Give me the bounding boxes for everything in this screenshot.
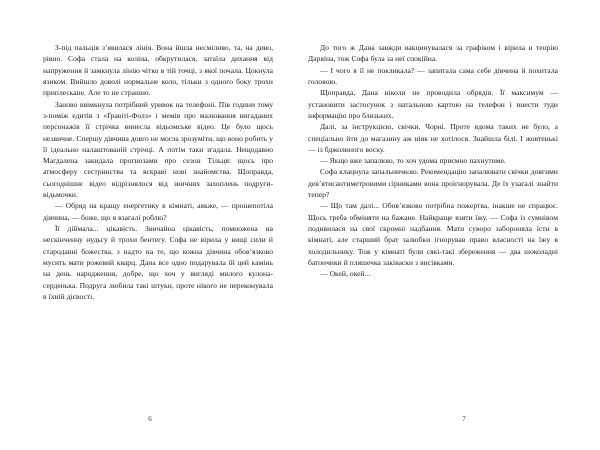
paragraph: Софа клацнула запальничкою. Рекомендацію запалювати свічки довгими дев’ятисантиметровими сірниками вона проігнорувала. Де їх узагалі знайти тепер? <box>308 167 558 200</box>
paragraph-dialogue: — Обряд на кращу енергетику в кімнаті, аякже, — прошепотіла дівчина, — боже, що я взагалі роблю? <box>43 201 273 222</box>
paragraph-dialogue: — Якщо вже запалюю, то хоч удома приємно пахнутиме. <box>320 156 506 166</box>
paragraph: До того ж Дана завжди вакцинувалася за графіком і вірила в теорію Дарвіна, тож Софа була за неї спокійна. <box>308 43 558 64</box>
paragraph-dialogue: — І чого я її не покликала? — запитала сама себе дівчина й похитала головою. <box>308 65 558 86</box>
right-page-textblock <box>308 42 558 280</box>
paragraph: Далі, за інструкцією, свічки. Чорні. Проте вдома таких не було, а спеціально йти до магазину аж ніяк не хотілося. Знайшла білі. І жовтенькі — із бджолиного воску. <box>308 122 558 154</box>
paragraph: З-під пальців з’явилася лінія. Вона йшла несміливо, та, на диво, рівно. Софа стала на коліна, обкрутилася, затаїла дихання від напруження й замкнула лінію чітко в тій точці, з якої почала. Цокнула язиком. Вийшло доволі нормальне коло, тільки з одного боку трохи приплескане. Але то не страшно. <box>43 43 273 98</box>
left-page-textblock <box>43 42 273 302</box>
paragraph-dialogue: — Що там далі... Обов’язково потрібна пожертва, інакше не спрацює. Щось треба обміняти на бажане. Найкраще взяти їжу. — Софа із сумнівом подивилася на свої скромні надбання. Мати суворо забороняла їсти в кімнаті, але старший брат залюбки ігнорував право власності на їжу в холодильнику. Тож у кімнаті були сякі-такі збереження — два шоколадні батончики й пляшечка заківаски з висівками. <box>308 201 558 267</box>
paragraph: Щоправда, Дана ніколи не проводила обрядів. Її максимум — установити застосунок з натальною картою на телефон і внести туди інформацію про близьких. <box>308 88 558 120</box>
page-number-right: 7 <box>462 415 466 423</box>
page-number-left: 6 <box>148 415 152 423</box>
paragraph: Заново ввімкнула потрібний уривок на телефоні. Пів години тому з-поміж едитів з «Ґравіті-Фолз» і мемів про малювання вигаданих персонажів її стрічка винесла відьомське відео. Це було щось незвичне. Спершу дівчина довго не могла зрозуміти, що воно робить у її ідеально налаштованій стрічці. А потім таки згадала. Нещодавно Магдалена закидала прогнозами про сезон Тільця: щось про атмосферу сестринства та яскраві нові знайомства. Щоправда, сьогоднішнє відео відрізнялося від звичних захоплень подруги-відьмочки. <box>43 99 273 200</box>
right-page <box>300 0 600 450</box>
paragraph: Її діймала... цікавість. Звичайна цікавість, помножена на нескінченну нудьгу й трохи бентегу. Софа не вірила у вищі сили й стародавні божества, з надто на те, що кожна дівчина обов’язково мусить мати рожевий кварц. Дана все одно подарувала їй цей камінь на день народження, добре, що хоч у вигляді милого кулона-серденька. Подруга любила такі штуки, проте нікого не переконувала в їхній дієвості. <box>43 224 273 301</box>
paragraph-dialogue: — Окей, окей... <box>320 269 371 279</box>
